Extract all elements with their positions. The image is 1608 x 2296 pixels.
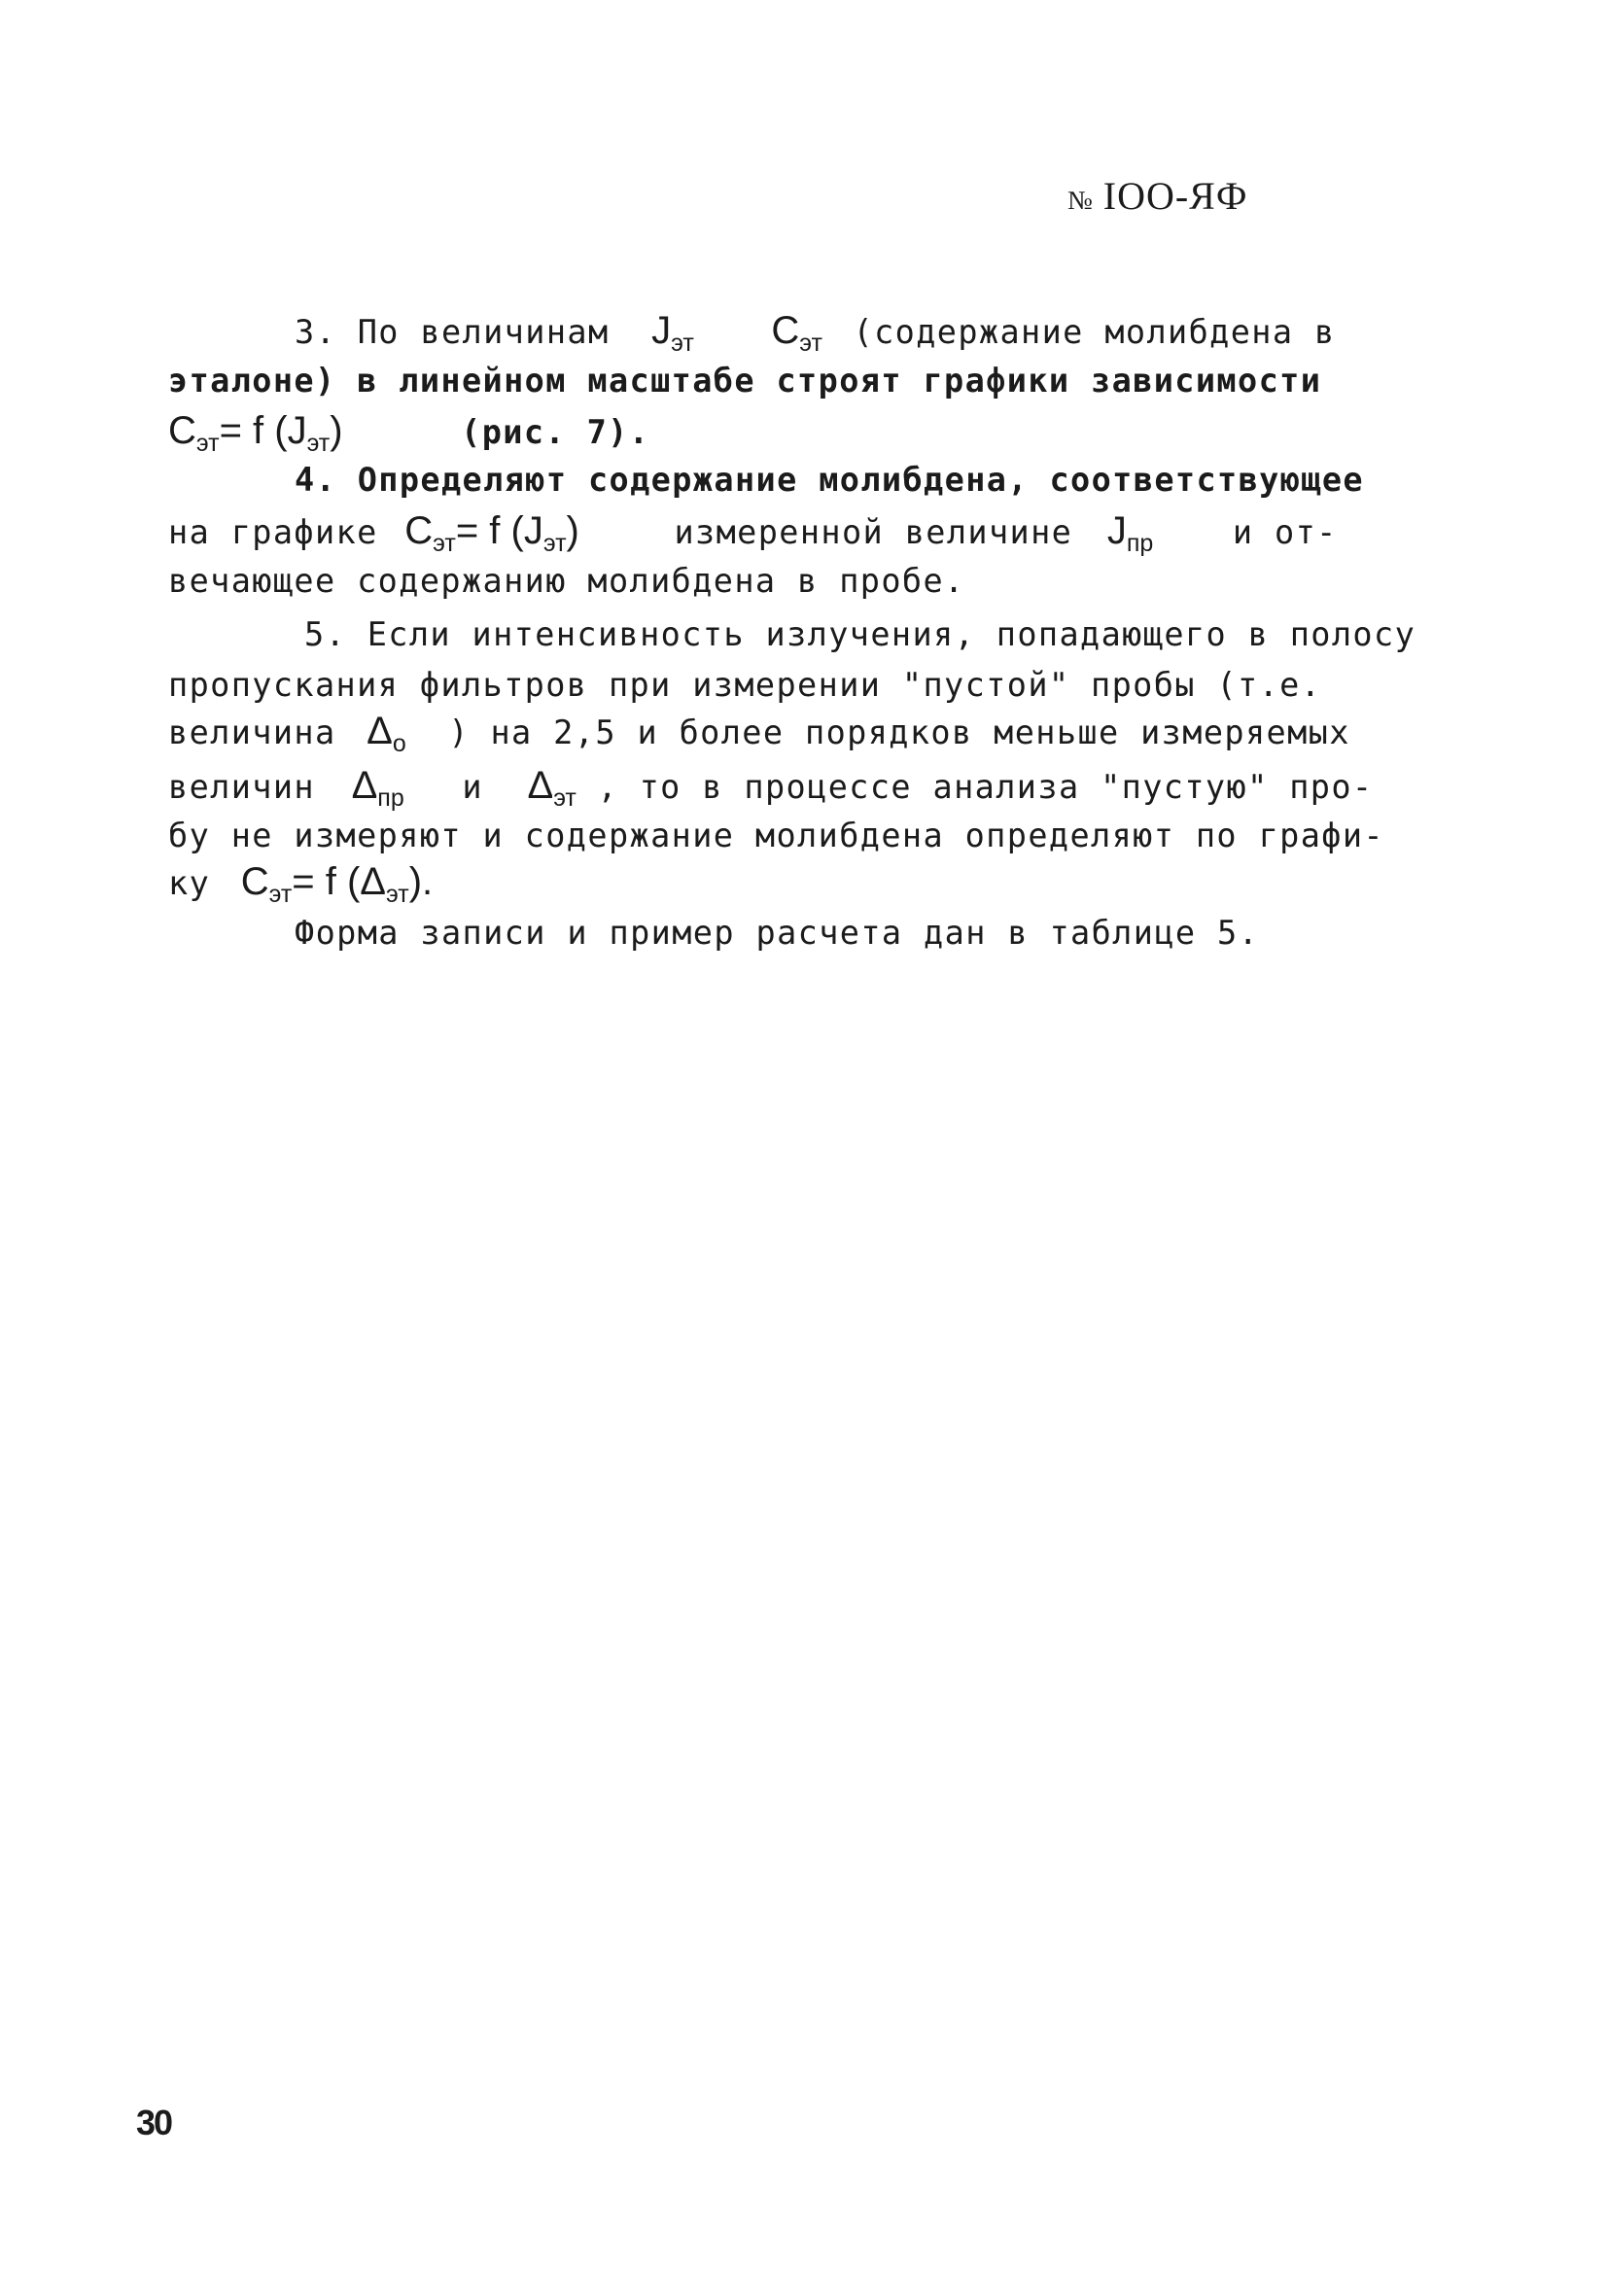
- text: величин: [168, 768, 315, 806]
- symbol-delta: Δ: [351, 764, 378, 807]
- subscript: эт: [433, 530, 456, 557]
- closing-sentence: Форма записи и пример расчета дан в таблице 5.: [295, 914, 1260, 952]
- formula-c-et: [404, 509, 579, 557]
- subscript: эт: [542, 530, 567, 557]
- subscript: пр: [377, 784, 404, 812]
- subscript: эт: [671, 330, 694, 357]
- close-paren: ): [566, 509, 579, 552]
- text: на графике: [168, 513, 378, 551]
- document-code: IOO-ЯФ: [1102, 174, 1248, 218]
- subscript: эт: [553, 784, 577, 812]
- figure-reference: (рис. 7).: [461, 413, 650, 451]
- number-sign: №: [1067, 186, 1094, 215]
- paragraph-5-line-4: [168, 764, 1374, 812]
- text: измеренной величине: [674, 513, 1073, 551]
- formula-j-pr: [1106, 509, 1154, 557]
- symbol-delta: Δ: [527, 764, 554, 807]
- subscript: o: [392, 730, 406, 757]
- text: , то в процессе анализа "пустую" про-: [597, 768, 1374, 806]
- paragraph-3-line-1: [295, 309, 1336, 357]
- paragraph-3-line-2: эталоне) в линейном масштабе строят графики зависимости: [168, 362, 1322, 400]
- text: и: [462, 768, 483, 806]
- paragraph-4-line-2: [168, 509, 1338, 557]
- formula-j-et: [651, 309, 694, 357]
- symbol-j: J: [1106, 509, 1127, 552]
- formula-delta-0: [367, 710, 406, 757]
- text: (содержание молибдена в: [853, 313, 1336, 351]
- equals-function: = f (J: [219, 409, 307, 452]
- page-number: 30: [136, 2103, 172, 2142]
- subscript: эт: [268, 881, 293, 908]
- text: ку: [168, 864, 211, 902]
- equals-function: = f (J: [455, 509, 543, 552]
- symbol-j: J: [651, 309, 672, 352]
- text: величина: [168, 713, 336, 751]
- text: 3. По величинам: [295, 313, 610, 351]
- symbol-c: C: [404, 509, 434, 552]
- subscript: пр: [1126, 530, 1154, 557]
- symbol-c: C: [168, 409, 196, 452]
- close-paren: ).: [408, 860, 434, 903]
- symbol-c: C: [771, 309, 800, 352]
- close-paren: ): [330, 409, 343, 452]
- symbol-delta: Δ: [367, 710, 393, 752]
- text: ) на 2,5 и более порядков меньше измеряемых: [448, 713, 1350, 751]
- subscript: эт: [306, 430, 331, 457]
- subscript: эт: [799, 330, 822, 357]
- paragraph-4-line-3: вечающее содержанию молибдена в пробе.: [168, 562, 965, 600]
- paragraph-5-line-1: 5. Если интенсивность излучения, попадающего в полосу: [304, 615, 1416, 653]
- paragraph-4-line-1: 4. Определяют содержание молибдена, соответствующее: [295, 461, 1365, 499]
- formula-c-et: [771, 309, 822, 357]
- paragraph-5-line-5: бу не измеряют и содержание молибдена определяют по графи-: [168, 817, 1384, 854]
- subscript: эт: [386, 881, 409, 908]
- paragraph-3-line-3: [168, 409, 650, 457]
- formula-delta-pr: [351, 764, 404, 812]
- equals-function: = f (Δ: [292, 860, 387, 903]
- text: и от-: [1232, 513, 1338, 551]
- document-number: [1067, 173, 1247, 219]
- formula-c-et-delta: [240, 860, 434, 908]
- formula-delta-et: [527, 764, 577, 812]
- subscript: эт: [195, 430, 220, 457]
- paragraph-5-line-2: пропускания фильтров при измерении "пустой" пробы (т.е.: [168, 666, 1322, 704]
- paragraph-5-line-6: [168, 860, 434, 908]
- paragraph-5-line-3: [168, 710, 1350, 757]
- symbol-c: C: [240, 860, 269, 903]
- formula-c-et: [168, 409, 343, 457]
